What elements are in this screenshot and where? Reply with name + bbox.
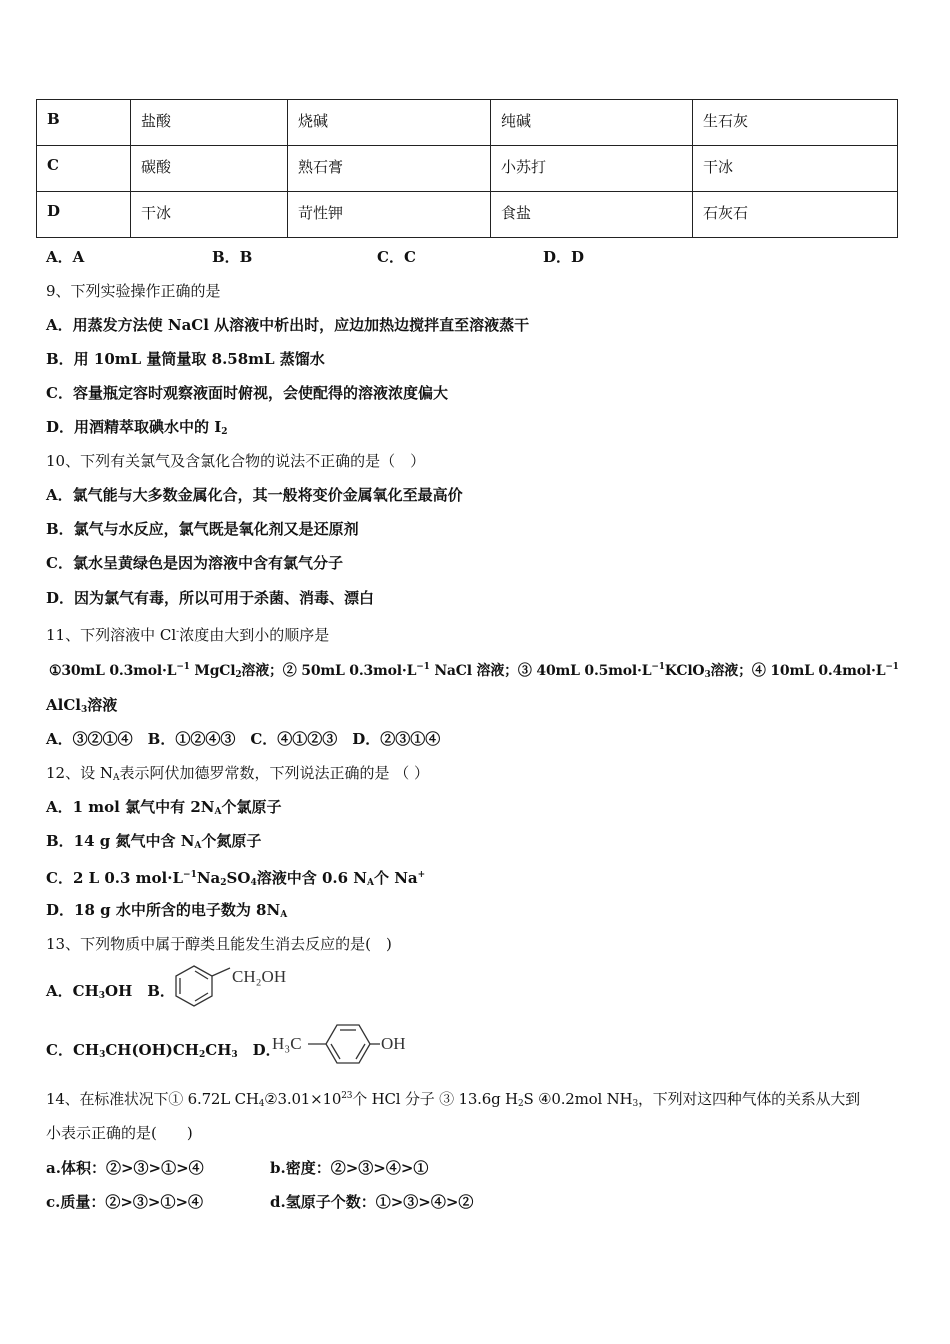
q14-stem-line1	[46, 1086, 860, 1114]
q9-option-a: A．用蒸发方法使 NaCl 从溶液中析出时，应边加热边搅拌直至溶液蒸干	[46, 316, 530, 334]
text: D．18 g 水中所含的电子数为 8N	[46, 901, 281, 919]
table-cell: 食盐	[491, 192, 693, 238]
q12-option-d	[46, 900, 287, 925]
subscript: 3	[704, 670, 711, 680]
text: S ④0.2mol NH	[523, 1090, 633, 1108]
table-cell: 碳酸	[131, 146, 288, 192]
benzene-ring	[326, 1025, 370, 1063]
q9-stem: 9、下列实验操作正确的是	[46, 282, 221, 300]
double-bond	[356, 1044, 365, 1059]
subscript: A	[214, 807, 222, 817]
text: D．	[237, 1041, 281, 1059]
text: AlCl	[46, 696, 81, 714]
table-cell: 干冰	[693, 146, 898, 192]
q10-option-d: D．因为氯气有毒，所以可用于杀菌、消毒、漂白	[46, 589, 375, 607]
text: 个 Na	[373, 869, 418, 887]
text: C．2 L 0.3 mol·L	[46, 869, 184, 887]
text: D．用酒精萃取碘水中的 I	[46, 418, 222, 436]
q13-stem: 13、下列物质中属于醇类且能发生消去反应的是( )	[46, 935, 392, 953]
table-cell: 小苏打	[491, 146, 693, 192]
text: ①30mL 0.3mol·L	[49, 663, 177, 679]
superscript: -	[176, 627, 180, 637]
table-row	[37, 100, 898, 146]
q10-option-b: B．氯气与水反应，氯气既是氧化剂又是还原剂	[46, 520, 359, 538]
subscript: 4	[250, 878, 257, 888]
subscript: 2	[198, 1050, 206, 1060]
q8-option-d: D．D	[543, 248, 585, 266]
superscript: +	[417, 870, 426, 880]
q14-option-c: c.质量：②>③>①>④	[46, 1193, 204, 1211]
q9-option-c: C．容量瓶定容时观察液面时俯视，会使配得的溶液浓度偏大	[46, 384, 448, 402]
table-cell: 苛性钾	[288, 192, 491, 238]
row-label: D	[37, 192, 131, 238]
text: 个 HCl 分子 ③ 13.6g H	[352, 1090, 518, 1108]
superscript: −1	[416, 662, 430, 672]
subscript: 2	[221, 427, 228, 437]
q9-option-d	[46, 417, 228, 442]
q13-option-a	[46, 981, 175, 1006]
text: CH(OH)CH	[105, 1041, 199, 1059]
text: ②3.01×10	[264, 1090, 342, 1108]
text: CH	[205, 1041, 232, 1059]
q9-option-b: B．用 10mL 量筒量取 8.58mL 蒸馏水	[46, 350, 325, 368]
superscript: −1	[651, 662, 665, 672]
q8-option-b: B．B	[212, 248, 253, 266]
text: ，下列对这四种气体的关系从大到	[637, 1090, 860, 1108]
superscript: −1	[885, 662, 899, 672]
bond	[212, 968, 230, 976]
q12-option-a	[46, 797, 281, 822]
q10-option-c: C．氯水呈黄绿色是因为溶液中含有氯气分子	[46, 554, 343, 572]
text: A．CH	[46, 982, 99, 1000]
text: 11、下列溶液中 Cl	[46, 626, 177, 644]
text: 14、在标准状况下① 6.72L CH	[46, 1090, 259, 1108]
text: KClO	[664, 663, 705, 679]
q11-solutions-line1	[49, 657, 899, 685]
table-cell: 盐酸	[131, 100, 288, 146]
q14-stem-line2: 小表示正确的是( )	[46, 1124, 193, 1142]
text: OH B．	[105, 982, 175, 1000]
q11-solutions-line2	[46, 695, 117, 720]
text: 12、设 N	[46, 764, 113, 782]
subscript: 2	[235, 670, 242, 680]
text: MgCl	[189, 663, 236, 679]
q8-option-a: A．A	[46, 248, 85, 266]
superscript: −1	[176, 662, 190, 672]
text: 个氯原子	[221, 798, 282, 816]
text: SO	[226, 869, 251, 887]
text: B．14 g 氮气中含 N	[46, 832, 195, 850]
ch2oh-label: CH₂OH	[232, 967, 287, 986]
subscript: 4	[258, 1099, 265, 1109]
h3c-label: H₃C	[272, 1034, 302, 1053]
benzene-ring	[176, 966, 212, 1006]
table-cell: 烧碱	[288, 100, 491, 146]
subscript: A	[280, 910, 288, 920]
row-label: B	[37, 100, 131, 146]
text: 溶液；② 50mL 0.3mol·L	[241, 663, 417, 679]
text: 溶液中含 0.6 N	[256, 869, 367, 887]
table-cell: 纯碱	[491, 100, 693, 146]
row-label: C	[37, 146, 131, 192]
table-cell: 生石灰	[693, 100, 898, 146]
table-row	[37, 192, 898, 238]
subscript: 3	[231, 1050, 238, 1060]
q8-option-c: C．C	[377, 248, 416, 266]
q12-option-b	[46, 831, 261, 856]
p-cresol-structure	[268, 1018, 418, 1066]
subscript: 3	[80, 705, 88, 715]
q11-stem	[46, 622, 329, 645]
q14-option-a: a.体积：②>③>①>④	[46, 1159, 204, 1177]
benzyl-alcohol-structure	[168, 958, 308, 1014]
text: 溶液；④ 10mL 0.4mol·L	[710, 663, 886, 679]
subscript: 2	[220, 878, 227, 888]
superscript: −1	[183, 870, 197, 880]
q13-option-c	[46, 1040, 281, 1065]
subscript: 3	[99, 1050, 106, 1060]
subscript: 2	[517, 1099, 524, 1109]
table-cell: 熟石膏	[288, 146, 491, 192]
text: 浓度由大到小的顺序是	[179, 626, 330, 644]
subscript: A	[112, 773, 120, 783]
q8-options	[46, 247, 584, 267]
q14-option-d: d.氢原子个数：①>③>④>②	[270, 1193, 474, 1211]
q14-option-b: b.密度：②>③>④>①	[270, 1159, 429, 1177]
subscript: A	[194, 841, 202, 851]
double-bond	[331, 1044, 340, 1059]
text: A．1 mol 氯气中有 2N	[46, 798, 215, 816]
superscript: 23	[341, 1091, 353, 1101]
q12-option-c	[46, 865, 425, 893]
table-cell: 石灰石	[693, 192, 898, 238]
text: NaCl 溶液；③ 40mL 0.5mol·L	[429, 663, 652, 679]
q11-options: A．③②①④ B．①②④③ C．④①②③ D．②③①④	[46, 730, 441, 748]
answer-table	[36, 99, 898, 238]
q10-option-a: A．氯气能与大多数金属化合，其一般将变价金属氧化至最高价	[46, 486, 463, 504]
oh-label: OH	[381, 1034, 406, 1053]
q10-stem: 10、下列有关氯气及含氯化合物的说法不正确的是（ ）	[46, 452, 426, 470]
text: 表示阿伏加德罗常数，下列说法正确的是 （ ）	[119, 764, 430, 782]
text: Na	[196, 869, 221, 887]
text: 个氮原子	[201, 832, 262, 850]
subscript: A	[366, 878, 374, 888]
text: 溶液	[87, 696, 118, 714]
table-row	[37, 146, 898, 192]
text: C．CH	[46, 1041, 100, 1059]
subscript: 3	[98, 991, 106, 1001]
table-cell: 干冰	[131, 192, 288, 238]
subscript: 3	[632, 1099, 638, 1109]
q12-stem	[46, 763, 429, 788]
